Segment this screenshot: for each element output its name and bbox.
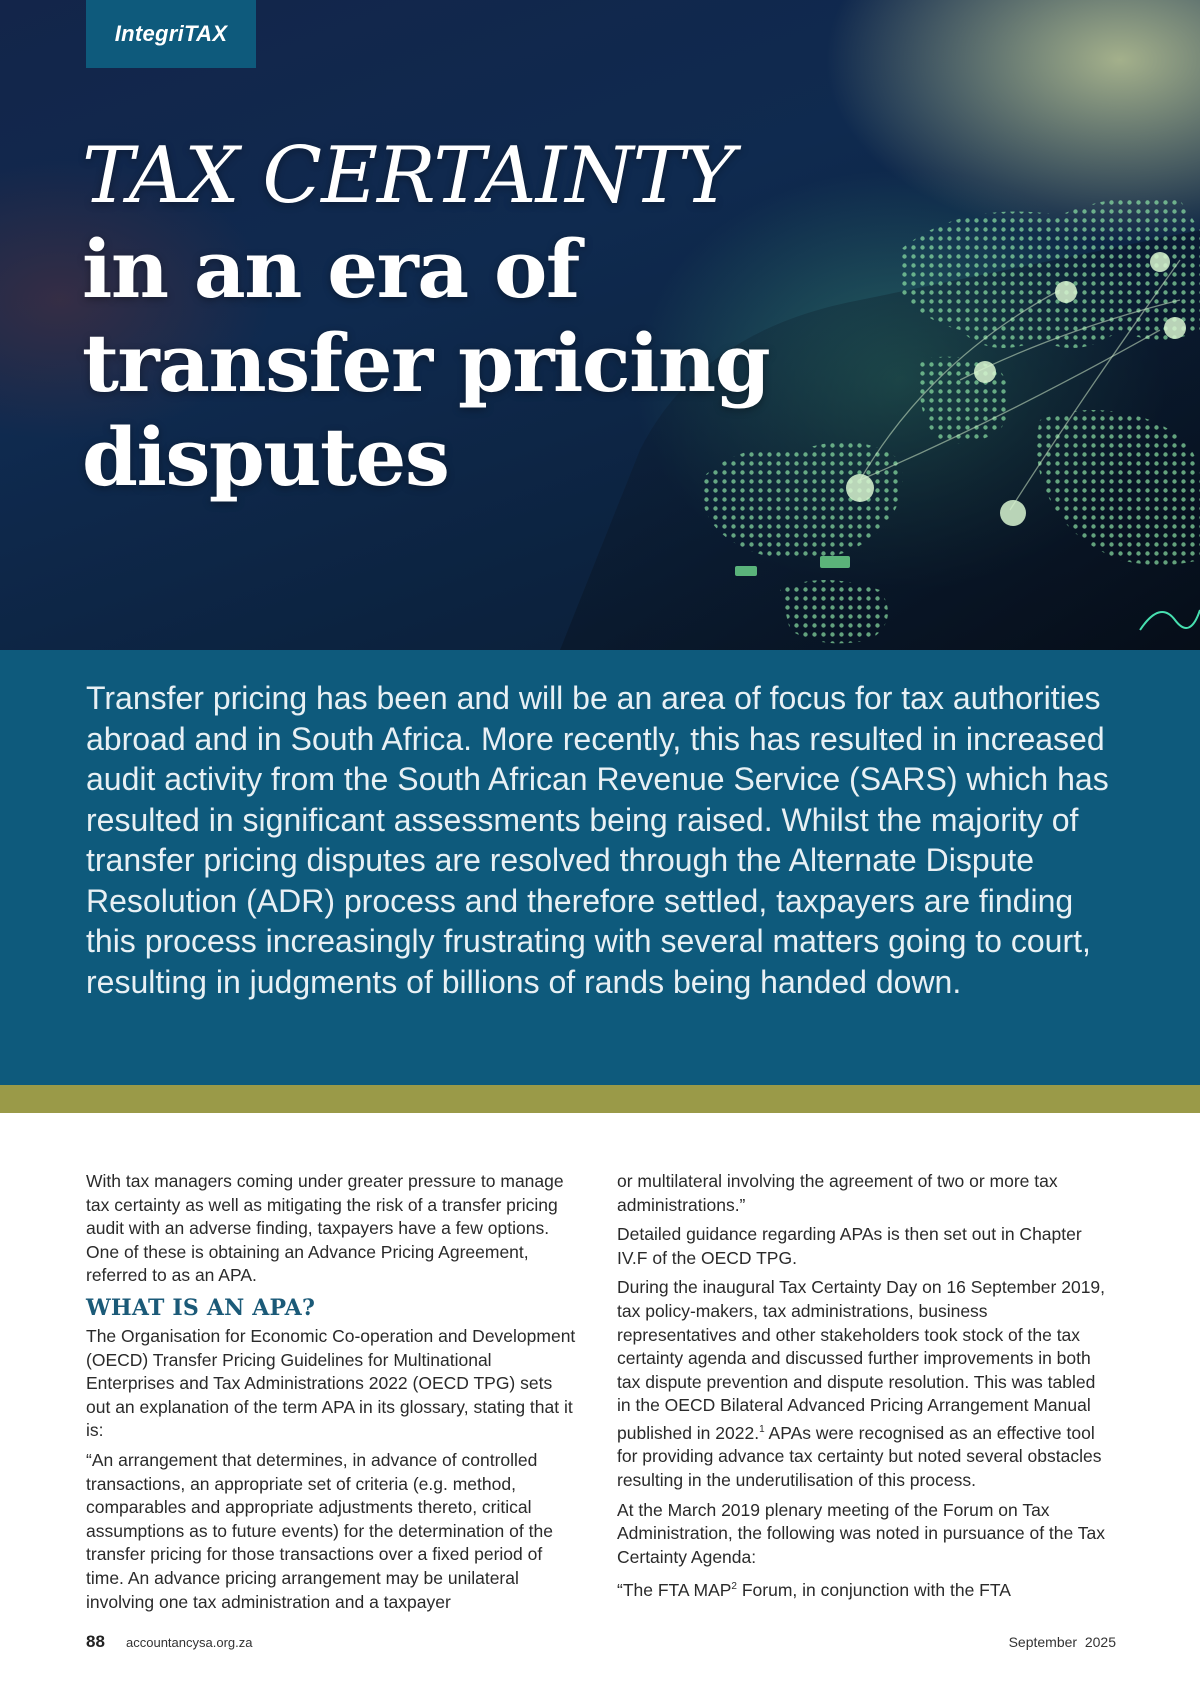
body-paragraph: With tax managers coming under greater pressure to manage tax certainty as well as mitigating the risk of a transfer pricing audit with an adverse finding, taxpayers have a few options. One of these is obtaining an Advance Pricing Agreement, referred to as an APA.	[86, 1171, 564, 1286]
quote-paragraph	[617, 1575, 1112, 1602]
accent-band	[0, 1085, 1200, 1113]
intro-text: Transfer pricing has been and will be an area of focus for tax authorities abroad and in South Africa. More recently, this has resulted in increased audit activity from the South African Revenue Service (SARS) which has resulted in significant assessments being raised. Whilst the majority of transfer pricing disputes are resolved through the Alternate Dispute Resolution (ADR) process and therefore settled, taxpayers are finding this process increasingly frustrating with several matters going to court, resulting in judgments of billions of rands being handed down.	[86, 680, 1109, 1000]
body-paragraph	[617, 1276, 1112, 1492]
body-paragraph: At the March 2019 plenary meeting of the Forum on Tax Administration, the following was noted in pursuance of the Tax Certainty Agenda:	[617, 1499, 1106, 1567]
issue-date: September 2025	[1008, 1634, 1116, 1650]
intro-panel	[0, 650, 1200, 1085]
text-run: Forum, in conjunction with the FTA	[736, 1580, 1011, 1601]
title-line-4: disputes	[82, 410, 449, 504]
title-line-1: TAX CERTAINTY	[82, 131, 735, 221]
title-line-2: in an era of	[82, 222, 579, 316]
text-run: APAs were recognised as an effective tool for providing advance tax certainty but noted several obstacles resulting in the underutilisation of this process.	[617, 1422, 1102, 1490]
text-run: During the inaugural Tax Certainty Day on 16 September 2019, tax policy-makers, tax administrations, business representatives and other stakeholders took stock of the tax certainty agenda and discussed further improvements in both tax dispute prevention and dispute resolution. This was tabled in the OECD Bilateral Advanced Pricing Arrangement Manual published in 2022.	[617, 1277, 1106, 1443]
page-number: 88	[86, 1632, 105, 1651]
footnote-marker: 1	[759, 1423, 765, 1435]
body-column-left	[86, 1170, 581, 1620]
footnote-marker: 2	[731, 1581, 737, 1593]
brand-logo	[86, 0, 256, 68]
body-paragraph: Detailed guidance regarding APAs is then set out in Chapter IV.F of the OECD TPG.	[617, 1224, 1082, 1268]
website-link[interactable]: accountancysa.org.za	[126, 1635, 253, 1650]
quote-continuation: or multilateral involving the agreement of two or more tax administrations.”	[617, 1171, 1058, 1215]
brand-logo-text: IntegriTAX	[114, 21, 228, 46]
title-line-3: transfer pricing	[82, 316, 770, 410]
body-paragraph: The Organisation for Economic Co-operation and Development (OECD) Transfer Pricing Guidelines for Multinational Enterprises and Tax Administrations 2022 (OECD TPG) sets out an explanation of the term APA in its glossary, stating that it is:	[86, 1325, 576, 1441]
body-column-right	[617, 1170, 1112, 1609]
text-run: “The FTA MAP	[617, 1580, 732, 1601]
section-heading: WHAT IS AN APA?	[86, 1294, 316, 1321]
article-title	[82, 130, 769, 504]
hero-banner	[0, 0, 1200, 650]
quote-paragraph: “An arrangement that determines, in advance of controlled transactions, an appropriate set of criteria (e.g. method, comparables and appropriate adjustments thereto, critical assumptions as to future events) for the determination of the transfer pricing for those transactions over a fixed period of time. An advance pricing arrangement may be unilateral involving one tax administration and a taxpayer	[86, 1449, 553, 1612]
page-footer	[0, 1632, 1200, 1658]
